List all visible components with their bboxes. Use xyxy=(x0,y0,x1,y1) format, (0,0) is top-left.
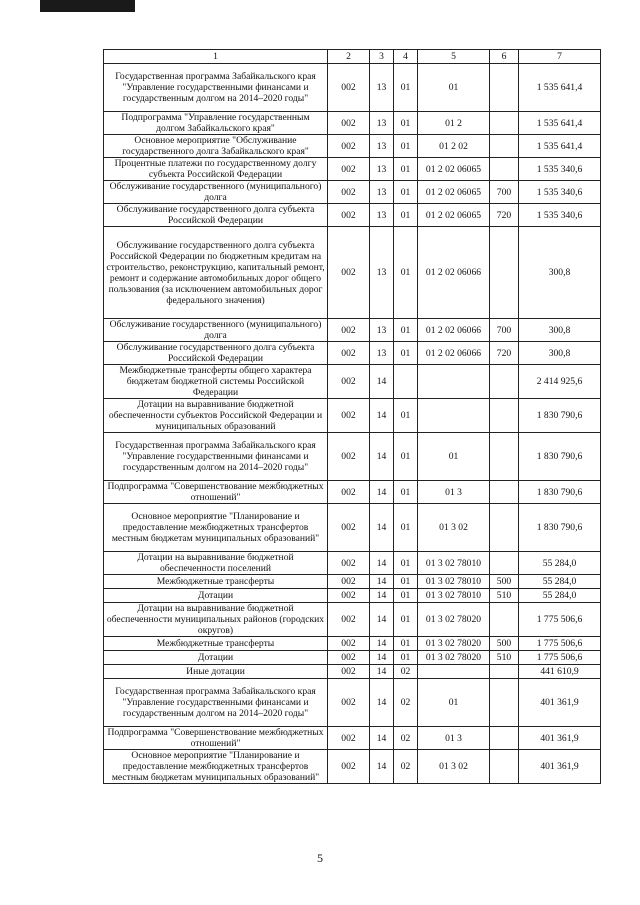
table-row xyxy=(104,112,601,135)
row-expense-type xyxy=(490,679,519,727)
row-subsection: 01 xyxy=(394,181,418,204)
row-target-code: 01 3 02 xyxy=(418,750,490,784)
row-subsection xyxy=(394,365,418,399)
row-code-ministry: 002 xyxy=(328,433,370,481)
row-target-code: 01 3 02 78010 xyxy=(418,589,490,603)
row-code-ministry: 002 xyxy=(328,181,370,204)
row-code-ministry: 002 xyxy=(328,750,370,784)
row-amount: 401 361,9 xyxy=(519,727,601,750)
row-expense-type xyxy=(490,158,519,181)
row-subsection: 02 xyxy=(394,679,418,727)
row-section: 14 xyxy=(370,727,394,750)
row-amount: 441 610,9 xyxy=(519,665,601,679)
row-section: 13 xyxy=(370,319,394,342)
row-subsection: 01 xyxy=(394,64,418,112)
scan-edge-mark xyxy=(40,0,135,12)
table-header xyxy=(104,50,601,64)
row-code-ministry: 002 xyxy=(328,679,370,727)
row-section: 14 xyxy=(370,603,394,637)
row-name: Государственная программа Забайкальского края "Управление государственными финансами и государственным долгом на 2014–2020 годы" xyxy=(104,433,328,481)
row-amount: 401 361,9 xyxy=(519,679,601,727)
row-target-code: 01 2 xyxy=(418,112,490,135)
table-row xyxy=(104,227,601,319)
row-amount: 1 535 641,4 xyxy=(519,135,601,158)
row-subsection: 01 xyxy=(394,481,418,504)
row-subsection: 01 xyxy=(394,637,418,651)
table-row xyxy=(104,750,601,784)
row-target-code: 01 2 02 06065 xyxy=(418,181,490,204)
row-code-ministry: 002 xyxy=(328,589,370,603)
row-name: Обслуживание государственного (муниципального) долга xyxy=(104,319,328,342)
row-name: Государственная программа Забайкальского края "Управление государственными финансами и государственным долгом на 2014–2020 годы" xyxy=(104,679,328,727)
row-name: Основное мероприятие "Планирование и предоставление межбюджетных трансфертов местным бюджетам муниципальных образований" xyxy=(104,504,328,552)
row-code-ministry: 002 xyxy=(328,342,370,365)
row-amount: 1 535 641,4 xyxy=(519,112,601,135)
row-expense-type xyxy=(490,64,519,112)
row-amount: 300,8 xyxy=(519,227,601,319)
row-expense-type xyxy=(490,433,519,481)
row-amount: 1 830 790,6 xyxy=(519,433,601,481)
table-row xyxy=(104,433,601,481)
table-row xyxy=(104,64,601,112)
row-amount: 55 284,0 xyxy=(519,575,601,589)
table-row xyxy=(104,204,601,227)
row-amount: 1 535 340,6 xyxy=(519,204,601,227)
row-name: Межбюджетные трансферты xyxy=(104,575,328,589)
row-code-ministry: 002 xyxy=(328,319,370,342)
row-target-code: 01 2 02 06066 xyxy=(418,227,490,319)
row-code-ministry: 002 xyxy=(328,399,370,433)
row-name: Обслуживание государственного (муниципального) долга xyxy=(104,181,328,204)
row-subsection: 01 xyxy=(394,651,418,665)
row-target-code: 01 3 xyxy=(418,727,490,750)
table-row xyxy=(104,365,601,399)
row-code-ministry: 002 xyxy=(328,204,370,227)
row-section: 14 xyxy=(370,365,394,399)
column-header-5: 5 xyxy=(418,50,490,64)
row-target-code: 01 3 02 xyxy=(418,504,490,552)
row-subsection: 01 xyxy=(394,399,418,433)
row-section: 14 xyxy=(370,679,394,727)
row-subsection: 01 xyxy=(394,112,418,135)
row-section: 13 xyxy=(370,181,394,204)
row-code-ministry: 002 xyxy=(328,575,370,589)
row-expense-type xyxy=(490,603,519,637)
row-expense-type xyxy=(490,481,519,504)
row-section: 13 xyxy=(370,342,394,365)
row-name: Дотации на выравнивание бюджетной обеспеченности муниципальных районов (городских округов) xyxy=(104,603,328,637)
row-target-code: 01 2 02 xyxy=(418,135,490,158)
row-expense-type xyxy=(490,365,519,399)
row-code-ministry: 002 xyxy=(328,665,370,679)
row-amount: 55 284,0 xyxy=(519,552,601,575)
row-subsection: 01 xyxy=(394,204,418,227)
row-target-code: 01 3 02 78020 xyxy=(418,603,490,637)
row-target-code: 01 xyxy=(418,679,490,727)
table-row xyxy=(104,589,601,603)
row-target-code xyxy=(418,399,490,433)
column-header-7: 7 xyxy=(519,50,601,64)
row-name: Обслуживание государственного долга субъекта Российской Федерации xyxy=(104,204,328,227)
row-subsection: 01 xyxy=(394,603,418,637)
row-amount: 2 414 925,6 xyxy=(519,365,601,399)
row-code-ministry: 002 xyxy=(328,481,370,504)
row-section: 14 xyxy=(370,575,394,589)
row-expense-type xyxy=(490,665,519,679)
column-header-2: 2 xyxy=(328,50,370,64)
row-section: 14 xyxy=(370,750,394,784)
budget-table xyxy=(103,49,601,784)
row-section: 14 xyxy=(370,481,394,504)
row-name: Подпрограмма "Управление государственным долгом Забайкальского края" xyxy=(104,112,328,135)
row-name: Основное мероприятие "Планирование и предоставление межбюджетных трансфертов местным бюджетам муниципальных образований" xyxy=(104,750,328,784)
row-name: Иные дотации xyxy=(104,665,328,679)
table-row xyxy=(104,399,601,433)
row-section: 13 xyxy=(370,135,394,158)
table-row xyxy=(104,504,601,552)
row-amount: 1 535 340,6 xyxy=(519,181,601,204)
row-name: Межбюджетные трансферты общего характера бюджетам бюджетной системы Российской Федерации xyxy=(104,365,328,399)
row-section: 13 xyxy=(370,204,394,227)
row-expense-type: 510 xyxy=(490,651,519,665)
row-name: Основное мероприятие "Обслуживание государственного долга Забайкальского края" xyxy=(104,135,328,158)
row-subsection: 02 xyxy=(394,750,418,784)
row-target-code: 01 3 xyxy=(418,481,490,504)
row-section: 14 xyxy=(370,399,394,433)
row-expense-type xyxy=(490,552,519,575)
header-row xyxy=(104,50,601,64)
row-target-code: 01 xyxy=(418,433,490,481)
row-section: 13 xyxy=(370,227,394,319)
row-amount: 1 830 790,6 xyxy=(519,504,601,552)
row-name: Дотации на выравнивание бюджетной обеспеченности субъектов Российской Федерации и муниципальных образований xyxy=(104,399,328,433)
row-name: Дотации xyxy=(104,651,328,665)
row-section: 14 xyxy=(370,504,394,552)
row-expense-type xyxy=(490,504,519,552)
row-subsection: 01 xyxy=(394,319,418,342)
row-code-ministry: 002 xyxy=(328,227,370,319)
row-target-code: 01 2 02 06065 xyxy=(418,158,490,181)
row-subsection: 01 xyxy=(394,575,418,589)
row-section: 14 xyxy=(370,651,394,665)
row-section: 14 xyxy=(370,552,394,575)
column-header-6: 6 xyxy=(490,50,519,64)
row-name: Дотации xyxy=(104,589,328,603)
table-row xyxy=(104,651,601,665)
row-code-ministry: 002 xyxy=(328,158,370,181)
row-amount: 1 830 790,6 xyxy=(519,481,601,504)
row-code-ministry: 002 xyxy=(328,504,370,552)
row-target-code xyxy=(418,665,490,679)
row-name: Подпрограмма "Совершенствование межбюджетных отношений" xyxy=(104,727,328,750)
row-subsection: 01 xyxy=(394,433,418,481)
row-name: Подпрограмма "Совершенствование межбюджетных отношений" xyxy=(104,481,328,504)
row-target-code: 01 xyxy=(418,64,490,112)
row-code-ministry: 002 xyxy=(328,112,370,135)
table-row xyxy=(104,575,601,589)
row-expense-type: 700 xyxy=(490,319,519,342)
row-expense-type: 500 xyxy=(490,637,519,651)
table-row xyxy=(104,181,601,204)
row-section: 14 xyxy=(370,637,394,651)
row-target-code: 01 3 02 78010 xyxy=(418,552,490,575)
column-header-3: 3 xyxy=(370,50,394,64)
row-amount: 1 535 641,4 xyxy=(519,64,601,112)
row-subsection: 01 xyxy=(394,158,418,181)
table-row xyxy=(104,603,601,637)
row-amount: 1 775 506,6 xyxy=(519,651,601,665)
row-target-code: 01 2 02 06065 xyxy=(418,204,490,227)
row-expense-type xyxy=(490,135,519,158)
row-subsection: 01 xyxy=(394,589,418,603)
row-amount: 1 830 790,6 xyxy=(519,399,601,433)
table-row xyxy=(104,158,601,181)
row-expense-type xyxy=(490,227,519,319)
row-section: 13 xyxy=(370,112,394,135)
row-name: Процентные платежи по государственному долгу субъекта Российской Федерации xyxy=(104,158,328,181)
table-row xyxy=(104,319,601,342)
row-section: 13 xyxy=(370,158,394,181)
table-row xyxy=(104,135,601,158)
row-expense-type: 500 xyxy=(490,575,519,589)
row-expense-type: 720 xyxy=(490,342,519,365)
row-expense-type xyxy=(490,727,519,750)
row-name: Обслуживание государственного долга субъекта Российской Федерации по бюджетным кредитам на строительство, реконструкцию, капитальный ремонт, ремонт и содержание автомобильных дорог общего пользования (за исключением автомобильных дорог федерального значения) xyxy=(104,227,328,319)
row-amount: 1 535 340,6 xyxy=(519,158,601,181)
row-name: Дотации на выравнивание бюджетной обеспеченности поселений xyxy=(104,552,328,575)
table-row xyxy=(104,727,601,750)
row-target-code: 01 2 02 06066 xyxy=(418,319,490,342)
row-name: Межбюджетные трансферты xyxy=(104,637,328,651)
row-section: 13 xyxy=(370,64,394,112)
column-header-1: 1 xyxy=(104,50,328,64)
column-header-4: 4 xyxy=(394,50,418,64)
row-amount: 401 361,9 xyxy=(519,750,601,784)
row-code-ministry: 002 xyxy=(328,365,370,399)
row-subsection: 01 xyxy=(394,342,418,365)
table-row xyxy=(104,481,601,504)
row-section: 14 xyxy=(370,589,394,603)
table-row xyxy=(104,552,601,575)
row-amount: 1 775 506,6 xyxy=(519,637,601,651)
row-section: 14 xyxy=(370,665,394,679)
row-amount: 300,8 xyxy=(519,342,601,365)
row-amount: 1 775 506,6 xyxy=(519,603,601,637)
row-subsection: 01 xyxy=(394,135,418,158)
row-expense-type: 700 xyxy=(490,181,519,204)
row-code-ministry: 002 xyxy=(328,135,370,158)
row-subsection: 01 xyxy=(394,227,418,319)
row-expense-type: 720 xyxy=(490,204,519,227)
row-code-ministry: 002 xyxy=(328,637,370,651)
row-target-code: 01 2 02 06066 xyxy=(418,342,490,365)
row-section: 14 xyxy=(370,433,394,481)
row-name: Обслуживание государственного долга субъекта Российской Федерации xyxy=(104,342,328,365)
row-target-code: 01 3 02 78010 xyxy=(418,575,490,589)
table-row xyxy=(104,679,601,727)
row-subsection: 02 xyxy=(394,665,418,679)
row-code-ministry: 002 xyxy=(328,64,370,112)
row-code-ministry: 002 xyxy=(328,552,370,575)
row-subsection: 02 xyxy=(394,727,418,750)
row-amount: 55 284,0 xyxy=(519,589,601,603)
table-body xyxy=(104,64,601,784)
row-expense-type xyxy=(490,399,519,433)
row-expense-type xyxy=(490,750,519,784)
row-subsection: 01 xyxy=(394,504,418,552)
row-target-code: 01 3 02 78020 xyxy=(418,651,490,665)
row-expense-type xyxy=(490,112,519,135)
row-target-code: 01 3 02 78020 xyxy=(418,637,490,651)
row-target-code xyxy=(418,365,490,399)
row-amount: 300,8 xyxy=(519,319,601,342)
row-code-ministry: 002 xyxy=(328,603,370,637)
table-row xyxy=(104,342,601,365)
row-name: Государственная программа Забайкальского края "Управление государственными финансами и государственным долгом на 2014–2020 годы" xyxy=(104,64,328,112)
row-subsection: 01 xyxy=(394,552,418,575)
table-row xyxy=(104,637,601,651)
page-number: 5 xyxy=(317,851,323,865)
row-code-ministry: 002 xyxy=(328,727,370,750)
table-row xyxy=(104,665,601,679)
row-code-ministry: 002 xyxy=(328,651,370,665)
row-expense-type: 510 xyxy=(490,589,519,603)
